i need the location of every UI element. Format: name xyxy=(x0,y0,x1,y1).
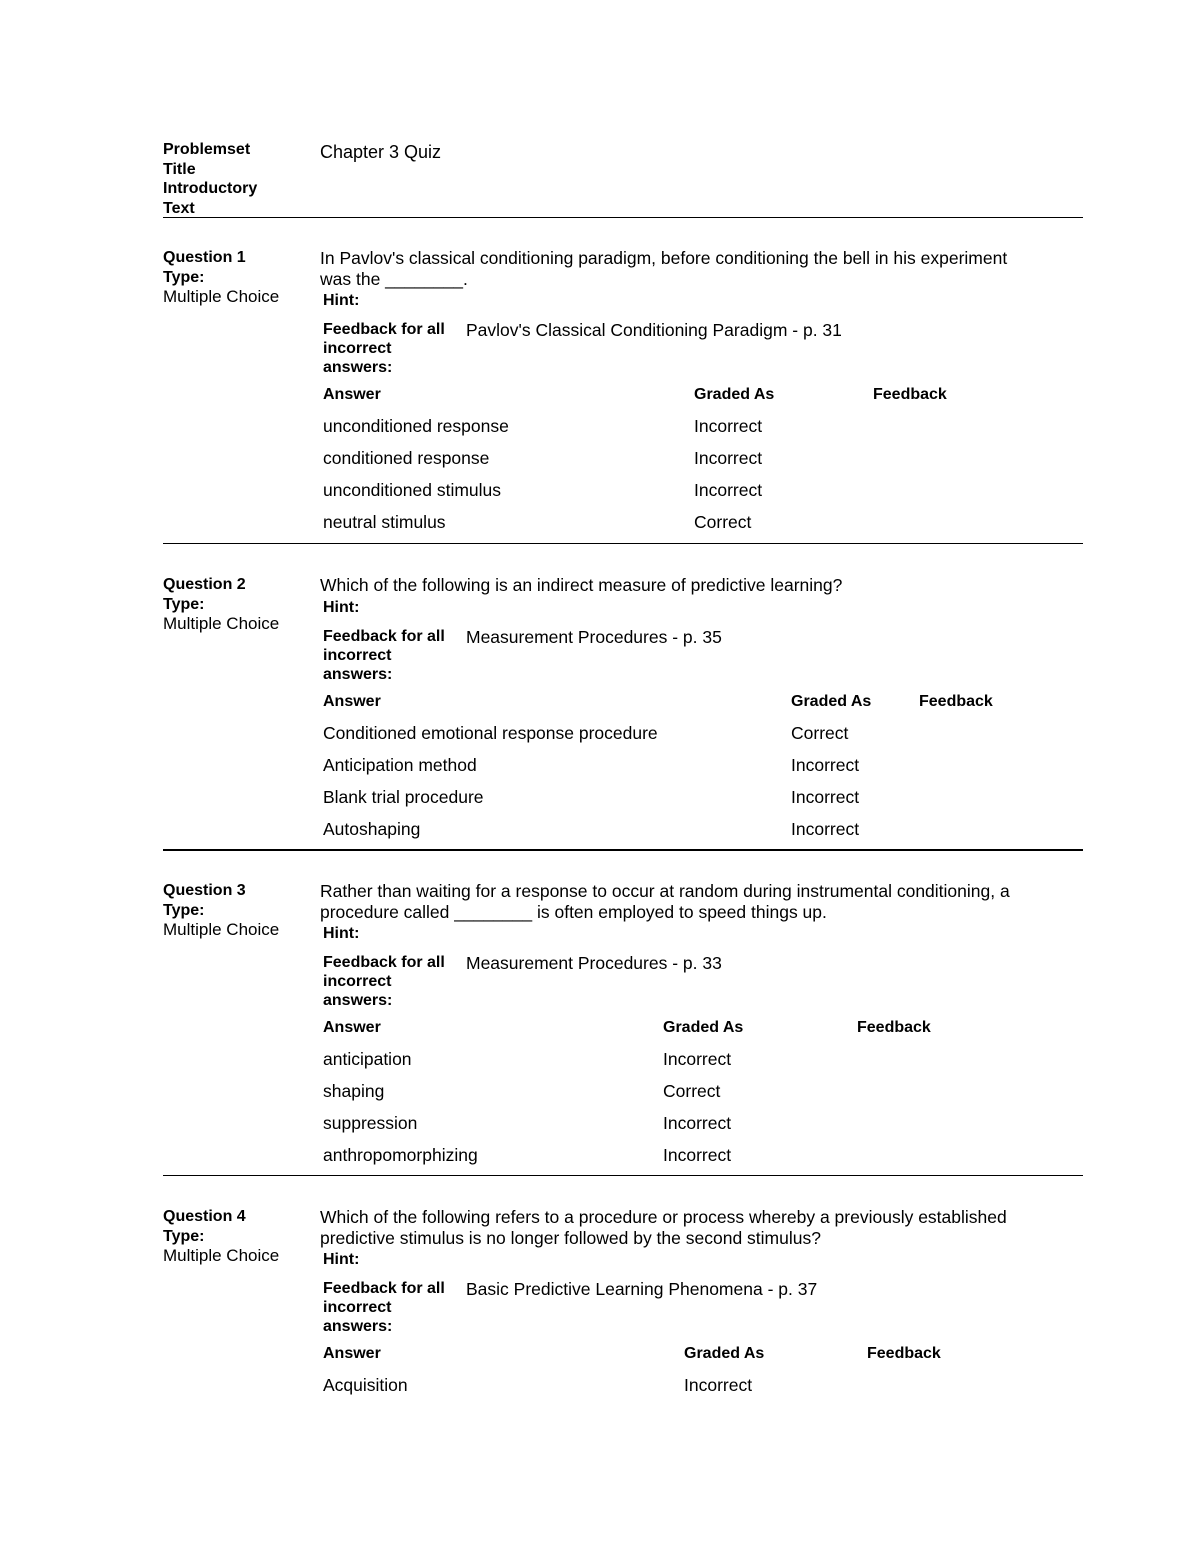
answer-feedback xyxy=(919,723,1059,755)
answer-table xyxy=(323,693,1059,851)
question-divider xyxy=(163,849,1083,851)
type-label: Type: xyxy=(163,901,205,919)
answer-feedback xyxy=(919,787,1059,819)
answer-row xyxy=(323,1375,1067,1407)
question-divider xyxy=(163,1175,1083,1176)
col-feedback: Feedback xyxy=(857,1019,931,1036)
answer-text: Anticipation method xyxy=(323,754,477,775)
answer-text: neutral stimulus xyxy=(323,512,446,532)
question-number: Question 4 xyxy=(163,1208,246,1225)
col-answer: Answer xyxy=(323,1019,381,1036)
question-block xyxy=(163,248,1083,544)
problemset-title-label: Problemset Title Introductory Text xyxy=(163,141,258,217)
graded-as: Correct xyxy=(694,512,752,532)
hint-label: Hint: xyxy=(323,292,360,309)
question-type: Multiple Choice xyxy=(163,1246,280,1265)
graded-as: Incorrect xyxy=(663,1113,732,1133)
col-graded-as: Graded As xyxy=(684,1345,765,1362)
answer-row xyxy=(323,480,1053,512)
answer-table-header xyxy=(323,693,1059,723)
answer-text: suppression xyxy=(323,1113,418,1133)
question-meta xyxy=(163,1207,313,1266)
graded-as: Correct xyxy=(663,1081,721,1101)
graded-as: Incorrect xyxy=(694,416,763,436)
answer-row xyxy=(323,1145,1057,1177)
feedback-label: Feedback for all incorrect answers: xyxy=(323,954,445,1009)
question-text: Rather than waiting for a response to occur at random during instrumental conditioning, a procedure called ________ is often employed to speed things up. xyxy=(320,881,1010,922)
question-meta xyxy=(163,248,313,307)
graded-as: Incorrect xyxy=(694,448,763,468)
answer-table xyxy=(323,1345,1067,1407)
answer-text: unconditioned stimulus xyxy=(323,480,502,500)
answer-feedback xyxy=(919,819,1059,851)
feedback-text: Basic Predictive Learning Phenomena - p. 37 xyxy=(466,1279,818,1299)
col-feedback: Feedback xyxy=(867,1345,941,1362)
answer-feedback xyxy=(919,755,1059,787)
graded-as: Incorrect xyxy=(791,818,860,839)
question-number: Question 3 xyxy=(163,882,246,899)
answer-text: Conditioned emotional response procedure xyxy=(323,722,658,743)
feedback-label: Feedback for all incorrect answers: xyxy=(323,321,445,376)
graded-as: Incorrect xyxy=(791,786,860,807)
answer-table-header xyxy=(323,1019,1057,1049)
answer-row xyxy=(323,787,1059,819)
answer-row xyxy=(323,416,1053,448)
incorrect-feedback xyxy=(323,627,1080,683)
hint-label: Hint: xyxy=(323,925,360,942)
col-feedback: Feedback xyxy=(919,692,993,710)
feedback-text: Measurement Procedures - p. 33 xyxy=(466,953,722,973)
col-answer: Answer xyxy=(323,692,381,710)
question-text: In Pavlov's classical conditioning paradigm, before conditioning the bell in his experiment was the ________. xyxy=(320,248,1008,289)
hint-label: Hint: xyxy=(323,598,360,616)
col-answer: Answer xyxy=(323,1345,381,1362)
answer-feedback xyxy=(873,448,1053,480)
answer-row xyxy=(323,819,1059,851)
question-block xyxy=(163,881,1083,1176)
graded-as: Incorrect xyxy=(791,754,860,775)
problemset-title: Chapter 3 Quiz xyxy=(320,142,442,162)
answer-feedback xyxy=(857,1113,1057,1145)
feedback-text: Pavlov's Classical Conditioning Paradigm - p. 31 xyxy=(466,320,842,340)
question-number: Question 2 xyxy=(163,576,246,593)
graded-as: Incorrect xyxy=(684,1375,753,1395)
answer-table-header xyxy=(323,1345,1067,1375)
question-divider xyxy=(163,543,1083,544)
question-type: Multiple Choice xyxy=(163,287,280,306)
answer-feedback xyxy=(857,1145,1057,1177)
question-meta xyxy=(163,575,313,634)
question-meta xyxy=(163,881,313,940)
col-graded-as: Graded As xyxy=(663,1019,744,1036)
incorrect-feedback xyxy=(323,1279,1080,1335)
answer-text: shaping xyxy=(323,1081,385,1101)
feedback-label: Feedback for all incorrect answers: xyxy=(323,1280,445,1335)
graded-as: Incorrect xyxy=(694,480,763,500)
question-block xyxy=(163,575,1083,851)
col-answer: Answer xyxy=(323,386,381,403)
answer-feedback xyxy=(873,416,1053,448)
answer-text: Blank trial procedure xyxy=(323,786,484,807)
question-type: Multiple Choice xyxy=(163,614,280,633)
graded-as: Incorrect xyxy=(663,1145,732,1165)
type-label: Type: xyxy=(163,595,205,613)
question-block xyxy=(163,1207,1083,1407)
col-graded-as: Graded As xyxy=(694,386,775,403)
type-label: Type: xyxy=(163,1227,205,1245)
question-text: Which of the following is an indirect measure of predictive learning? xyxy=(320,575,843,595)
problemset-header xyxy=(163,140,1083,218)
feedback-text: Measurement Procedures - p. 35 xyxy=(466,626,722,647)
hint-label: Hint: xyxy=(323,1251,360,1268)
question-type: Multiple Choice xyxy=(163,920,280,939)
answer-row xyxy=(323,1113,1057,1145)
answer-feedback xyxy=(857,1081,1057,1113)
answer-text: Acquisition xyxy=(323,1375,408,1395)
incorrect-feedback xyxy=(323,953,1080,1009)
answer-row xyxy=(323,448,1053,480)
answer-feedback xyxy=(857,1049,1057,1081)
answer-feedback xyxy=(873,480,1053,512)
answer-row xyxy=(323,1049,1057,1081)
graded-as: Incorrect xyxy=(663,1049,732,1069)
graded-as: Correct xyxy=(791,722,849,743)
incorrect-feedback xyxy=(323,320,1080,376)
type-label: Type: xyxy=(163,268,205,286)
question-text: Which of the following refers to a procedure or process whereby a previously established predictive stimulus is no longer followed by the second stimulus? xyxy=(320,1207,1007,1248)
answer-text: anthropomorphizing xyxy=(323,1145,478,1165)
answer-table xyxy=(323,386,1053,544)
answer-text: anticipation xyxy=(323,1049,412,1069)
answer-row xyxy=(323,755,1059,787)
feedback-label: Feedback for all incorrect answers: xyxy=(323,627,445,683)
quiz-document xyxy=(163,140,1083,1395)
answer-table xyxy=(323,1019,1057,1177)
answer-text: Autoshaping xyxy=(323,818,421,839)
answer-text: unconditioned response xyxy=(323,416,509,436)
answer-text: conditioned response xyxy=(323,448,490,468)
col-feedback: Feedback xyxy=(873,386,947,403)
answer-feedback xyxy=(867,1375,1067,1407)
answer-table-header xyxy=(323,386,1053,416)
answer-row xyxy=(323,512,1053,544)
col-graded-as: Graded As xyxy=(791,692,872,710)
question-number: Question 1 xyxy=(163,249,246,266)
answer-row xyxy=(323,723,1059,755)
answer-row xyxy=(323,1081,1057,1113)
answer-feedback xyxy=(873,512,1053,544)
